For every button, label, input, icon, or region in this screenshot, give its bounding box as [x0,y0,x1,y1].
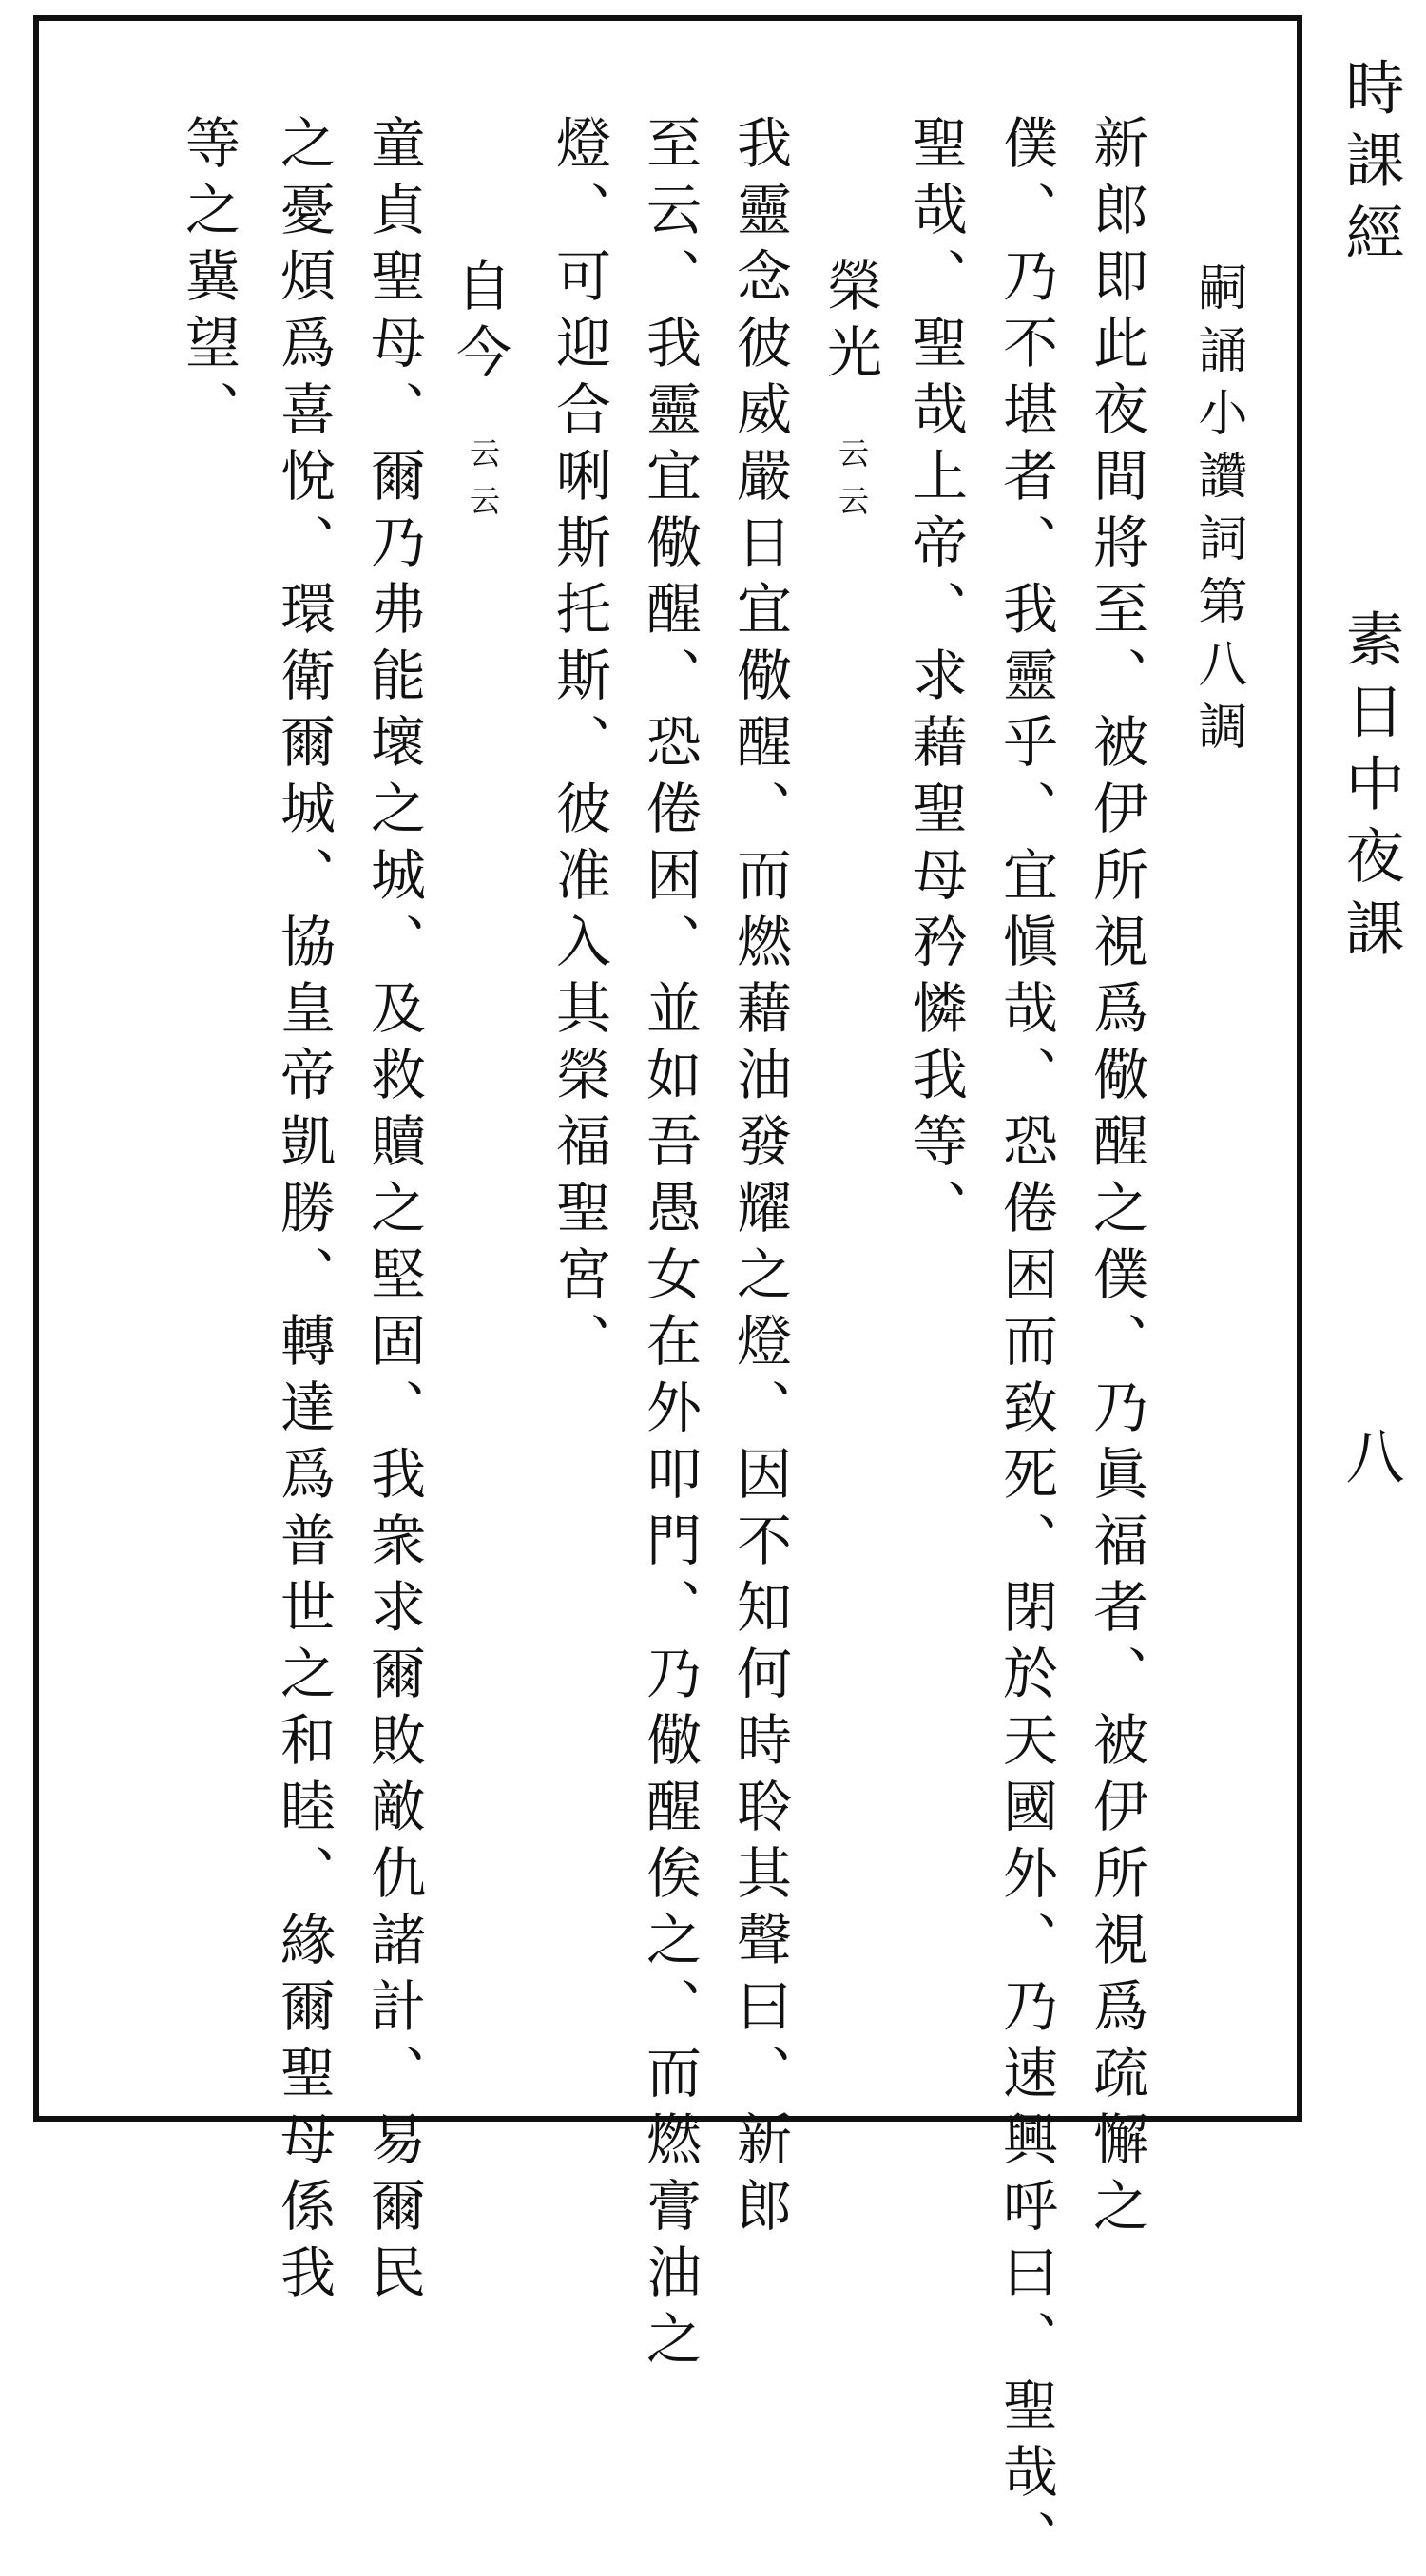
text-column-1: 新郎即此夜間將至、被伊所視爲儆醒之僕、乃眞福者、被伊所視爲疏懈之 [1084,114,1148,2243]
text-column-5: 至云、我靈宜儆醒、恐倦困、並如吾愚女在外叩門、乃儆醒俟之、而燃膏油之 [637,114,702,2376]
glory-label: 榮光 [818,257,882,390]
book-title: 時課經 [1336,57,1405,274]
hymn-heading: 嗣誦小讚詞第八調 [1189,261,1246,763]
now-note: 云云 [465,437,501,532]
page-number: 八 [1336,1426,1405,1498]
now-label: 自今 [447,257,511,390]
text-column-2: 僕、乃不堪者、我靈乎、宜愼哉、恐倦困而致死、閉於天國外、乃速興呼曰、聖哉、 [993,114,1058,2576]
text-column-4: 我靈念彼威嚴日宜儆醒、而燃藉油發耀之燈、因不知何時聆其聲曰、新郎 [727,114,792,2243]
glory-note: 云云 [834,437,870,532]
text-column-6: 燈、可迎合唎斯托斯、彼准入其榮福聖宮、 [547,114,611,1378]
text-column-8: 之憂煩爲喜悅、環衛爾城、協皇帝凱勝、轉達爲普世之和睦、緣爾聖母係我 [271,114,336,2310]
text-column-3: 聖哉、聖哉上帝、求藉聖母矜憐我等、 [903,114,968,1245]
text-column-9: 等之冀望、 [176,114,241,447]
section-title: 素日中夜課 [1336,608,1405,970]
text-column-7: 童貞聖母、爾乃弗能壞之城、及救贖之堅固、我衆求爾敗敵仇諸計、易爾民 [361,114,426,2310]
